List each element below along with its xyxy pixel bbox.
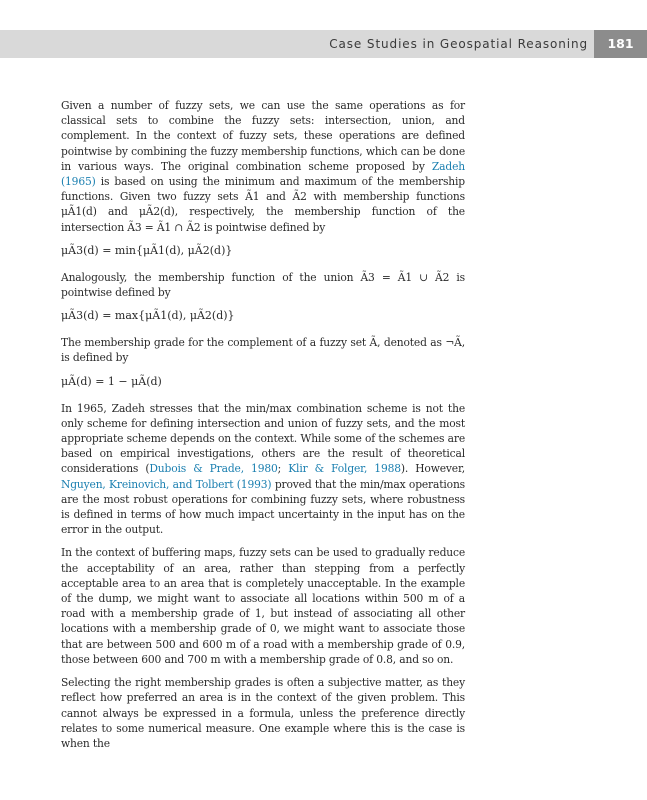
citation-zadeh-1965[interactable]: Zadeh (1965) bbox=[61, 159, 465, 189]
paragraph-2: Analogously, the membership function of the union Ã3 = Ã1 ∪ Ã2 is pointwise defined by bbox=[61, 270, 465, 300]
equation-complement: μÃ(d) = 1 − μÃ(d) bbox=[61, 374, 162, 388]
citation-dubois-prade-1980[interactable]: Dubois & Prade, 1980 bbox=[149, 462, 278, 476]
equation-union: μÃ3(d) = max{μÃ1(d), μÃ2(d)} bbox=[61, 309, 235, 323]
page-number: 181 bbox=[594, 30, 647, 58]
citation-klir-folger-1988[interactable]: Klir & Folger, 1988 bbox=[288, 462, 401, 476]
paragraph-6: Selecting the right membership grades is often a subjective matter, as they reflect how preferred an area is in the context of the given problem. This cannot always be expressed in a formula, unless the preference directly relates to some numerical measure. One example where this is the case is when the bbox=[61, 676, 465, 750]
paragraph-5: In the context of buffering maps, fuzzy sets can be used to gradually reduce the acceptability of an area, rather than stepping from a perfectly acceptable area to an area that is completely unacceptable. In the example of the dump, we might want to associate all locations within 500 m of a road with a membership grade of 1, but instead of associating all other locations with a membership grade of 0, we might want to associate those that are between 500 and 600 m of a road with a membership grade of 0.9, those between 600 and 700 m with a membership grade of 0.8, and so on. bbox=[61, 546, 465, 666]
body-text bbox=[61, 98, 465, 751]
running-title: Case Studies in Geospatial Reasoning bbox=[329, 37, 588, 51]
citation-nguyen-1993[interactable]: Nguyen, Kreinovich, and Tolbert (1993) bbox=[61, 477, 272, 491]
paragraph-1: Given a number of fuzzy sets, we can use the same operations as for classical sets to combine the fuzzy sets: intersection, union, and complement. In the context of fuzzy sets, these operations are defined pointwise by combining the fuzzy membership functions, which can be done in various ways. The original combination scheme proposed by Zadeh (1965) is based on using the minimum and maximum of the membership functions. Given two fuzzy sets Ã1 and Ã2 with membership functions μÃ1(d) and μÃ2(d), respectively, the membership function of the intersection Ã3 = Ã1 ∩ Ã2 is pointwise defined by bbox=[61, 99, 465, 234]
running-header bbox=[0, 30, 647, 58]
paragraph-4: In 1965, Zadeh stresses that the min/max combination scheme is not the only scheme for defining intersection and union of fuzzy sets, and the most appropriate scheme depends on the context. While some of the schemes are based on empirical investigations, others are the result of theoretical considerations (Dubois & Prade, 1980; Klir & Folger, 1988). However, Nguyen, Kreinovich, and Tolbert (1993) proved that the min/max operations are the most robust operations for combining fuzzy sets, where robustness is defined in terms of how much impact uncertainty in the input has on the error in the output. bbox=[61, 401, 466, 537]
equation-intersection: μÃ3(d) = min{μÃ1(d), μÃ2(d)} bbox=[61, 243, 233, 257]
paragraph-3: The membership grade for the complement of a fuzzy set Ã, denoted as ¬Ã, is defined by bbox=[61, 336, 465, 365]
